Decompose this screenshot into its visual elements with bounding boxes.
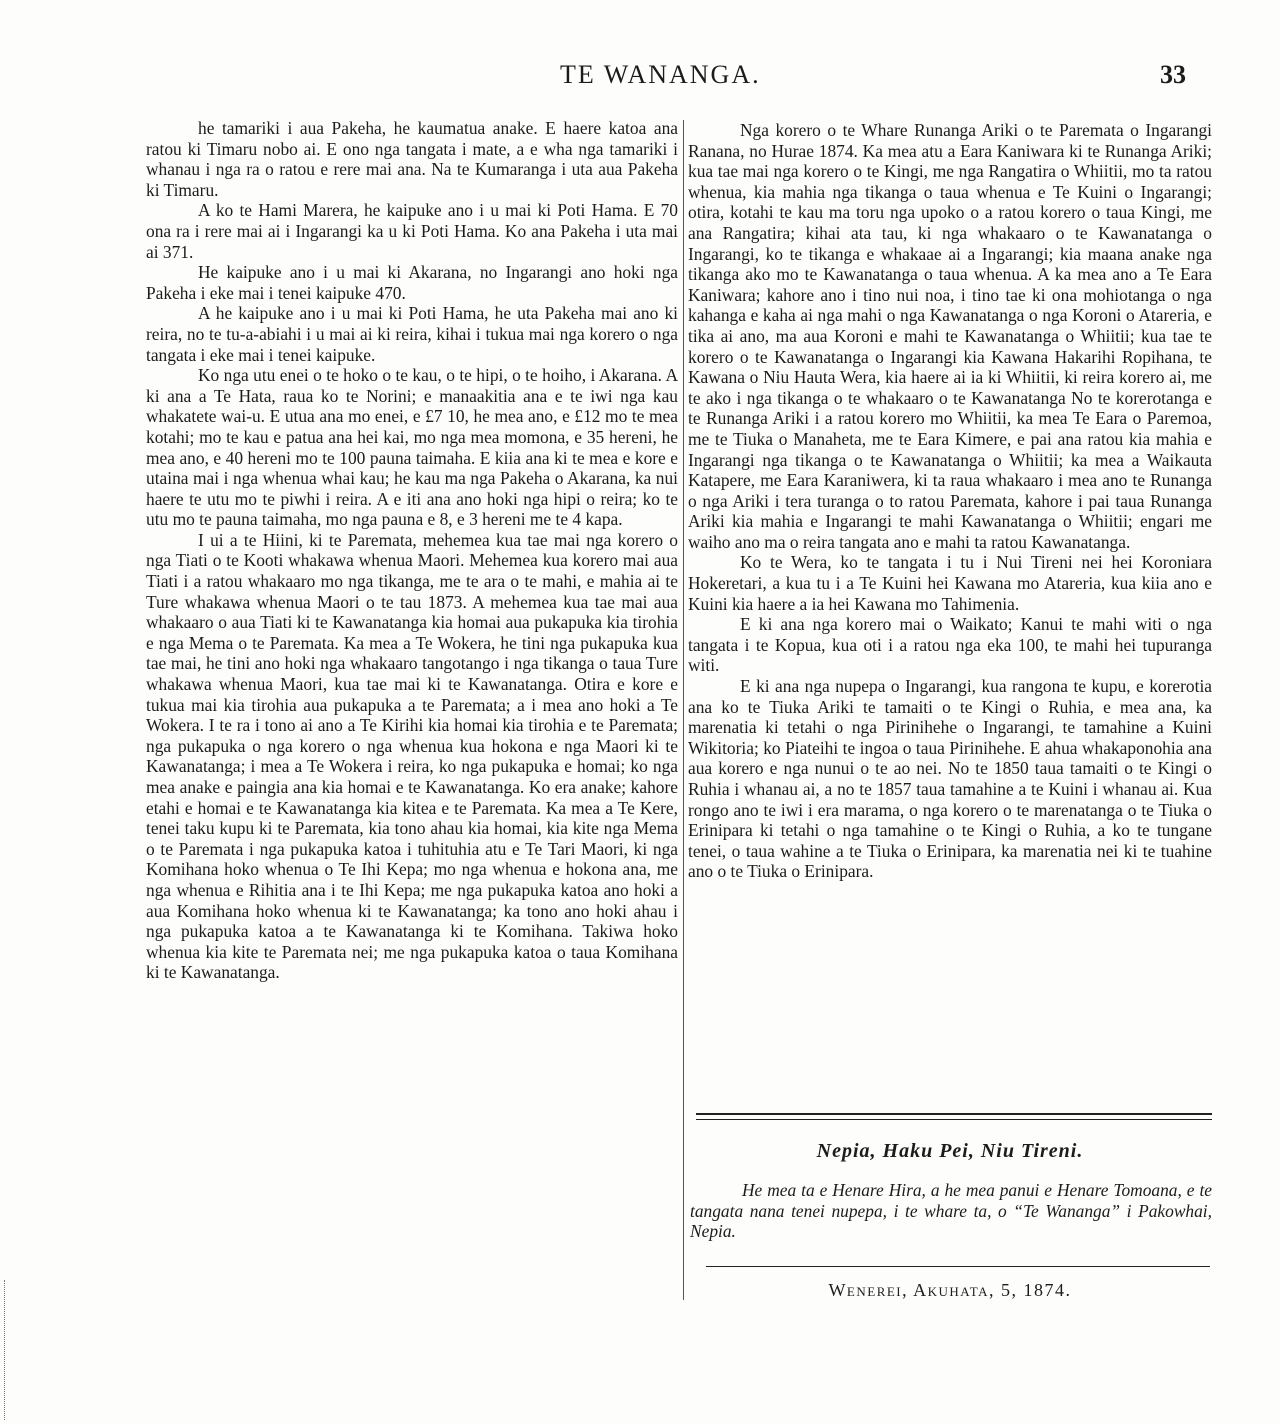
page-number: 33 [1160,60,1186,89]
imprint-divider [706,1266,1210,1267]
article-paragraph: Ko nga utu enei o te hoko o te kau, o te hipi, o te hoiho, i Akarana. A ki ana a Te Hata, raua ko te Norini; e manaakitia ana e te iwi nga kau whakatete wai-u. E utua ana mo enei, e £7 10, he mea ano, e £12 mo te mea kotahi; mo te kau e patua ana hei kai, mo nga mea momona, e 35 hereni, he mea ano, e 40 hereni mo te 100 pauna taimaha. E kiia ana ki te mea e kore e utaina mai i nga whenua whai kau; he kau ma nga Pakeha o Akarana, ka nui haere te utu mo te piwhi i reira. A e iti ana ano hoki nga hipi o reira; ko te utu mo te pauna taimaha, mo nga pauna e 8, e 3 hereni me te 4 kapa. [146,365,678,530]
article-paragraph: E ki ana nga nupepa o Ingarangi, kua rangona te kupu, e korerotia ana ko te Tiuka Ariki te tamaiti o te Kingi o Ruhia, e mea ana, ka marenatia ki tetahi o nga Pirinihehe o Ingarangi, te tamahine a Kuini Wikitoria; ko Piateihi te ingoa o taua Pirinihehe. E ahua whakaponohia ana aua korero e nga nunui o te ao nei. No te 1850 taua tamaiti o te Kingi o Ruhia i whanau ai, a no te 1857 taua tamahine a te Kuini i whanau ai. Kua rongo ano te iwi i era marama, o nga korero o te marenatanga o te Tiuka o Erinipara ki tetahi o nga tamahine o te Kingi o Ruhia, a ko te tungane tenei, o taua wahine a te Tiuka o Erinipara, ka marenatia nei ki te tuahine ano o te Tiuka o Erinipara. [688,676,1212,882]
article-paragraph: Nga korero o te Whare Runanga Ariki o te Paremata o Ingarangi Ranana, no Hurae 1874. Ka mea atu a Eara Kaniwara ki te Runanga Ariki; kua tae mai nga korero o te Kingi, me nga Rangatira o Whiitii, mo ta ratou whenua, kia mahia nga tikanga o taua whenua e Te Kuini o Ingarangi; otira, kotahi te kau ma toru nga upoko o a ratou korero o taua Kingi, me ana Rangatira; kihai ata tau, ki nga whakaaro o te Kawanatanga o Ingarangi, ko te tikanga e whakaae ai a Ingarangi; kia maana anake nga tikanga ako mo te Kawanatanga o taua whenua. A ka mea ano a Te Eara Kaniwara; kahore ano i tino nui noa, i tino tae ki ona mohiotanga o nga kahanga e kaha ai nga mahi o nga Kawanatanga o nga Koroni o Atareria, e tika ai ano, ma aua Koroni e mahi te Kawanatanga o Whiitii; kua tae te korero o te Kawanatanga o Ingarangi kia Kawana Hakarihi Ropihana, te Kawana o Niu Hauta Wera, kia haere ai ia ki Whiitii, ki reira korero ai, me te ako i nga tikanga o te whakaaro o te Kawanatanga No te korerotanga e te Runanga Ariki i a ratou korero mo Whiitii, ka mea Te Eara o Paremoa, me te Tiuka o Manaheta, me te Eara Kimere, e pai ana ratou kia mahia e Ingarangi nga tikanga o te Kawanatanga o Whiitii; ka mea a Waikauta Katapere, me Eara Karaniwera, ki ta raua whakaaro i mea ano te Runanga o nga Ariki i tera turanga o to ratou Paremata, kahore i pai taua Runanga Ariki kia mahia e Ingarangi te mahi Kawanatanga o Whiitii; engari me waiho ano ma o reira tangata ano e mahi ta ratou Kawanatanga. [688,120,1212,552]
article-paragraph: E ki ana nga korero mai o Waikato; Kanui te mahi witi o nga tangata i te Kopua, kua oti i a ratou nga eka 100, te mahi hei tupuranga witi. [688,614,1212,676]
imprint-title: Nepia, Haku Pei, Niu Tireni. [816,1140,1084,1162]
masthead-title: TE WANANGA. [560,60,761,89]
scan-edge-artifact [4,1280,23,1420]
article-paragraph: I ui a te Hiini, ki te Paremata, mehemea kua tae mai nga korero o nga Tiati o te Kooti whakawa whenua Maori. Mehemea kua korero mai aua Tiati i a ratou whakaaro mo nga tikanga, me te ara o te mahi, e mahia ai te Ture whakawa whenua Maori o te tau 1873. A mehemea kua tae mai aua whakaaro o aua Tiati ki te Kawanatanga kia homai aua pukapuka kia tirohia e nga Mema o te Paremata. Ka mea a Te Wokera, he tini nga pukapuka kua tae mai, he tini ano hoki nga whakaaro tangotango i nga tikanga o taua Ture whakawa whenua Maori, kua tae mai ki te Kawanatanga. Otira e kore e tukua mai kia tirohia aua pukapuka a te Paremata; a i mea ano hoki a Te Wokera. I te ra i tono ai ano a Te Kirihi kia homai kia tirohia e te Paremata; nga pukapuka o nga korero o nga whenua kua hokona e nga Maori ki te Kawanatanga; i mea a Te Wokera i reira, ko nga pukapuka e homai; ko nga mea anake e paingia ana kia homai e te Kawanatanga. Ko era anake; kahore etahi e homai e te Kawanatanga kia kitea e te Paremata. Ka mea a Te Kere, tenei taku kupu ki te Paremata, kia tono ahau kia homai, kia kite nga Mema o te Paremata i nga pukapuka katoa i tuhituhia atu e Te Tari Maori, ki nga Komihana hoko whenua o Te Ihi Kepa; mo nga whenua e hokona ana, me nga whenua e Rihitia ana i te Ihi Kepa; me nga pukapuka katoa ano hoki a aua Komihana hoko whenua ki te Kawanatanga; ka tono ano hoki ahau i nga pukapuka katoa a te Kawanatanga ki te Komihana. Takiwa hoko whenua kia kite te Paremata nei; me nga pukapuka katoa o taua Komihana ki te Kawanatanga. [146,529,678,983]
column-divider [683,120,684,1300]
imprint-notice [690,1180,1212,1242]
dateline [688,1280,1212,1301]
article-paragraph: he tamariki i aua Pakeha, he kaumatua anake. E haere katoa ana ratou ki Timaru nobo ai. E ono nga tangata i mate, a e wha nga tamariki i whanau i nga ra o ratou e rere mai ana. Na te Kumaranga i uta aua Pakeha ki Timaru. [146,118,678,200]
article-paragraph: A ko te Hami Marera, he kaipuke ano i u mai ki Poti Hama. E 70 ona ra i rere mai ai i Ingarangi ka u ki Poti Hama. Ko ana Pakeha i uta mai ai 371. [146,200,678,262]
left-column [146,118,678,983]
right-column [688,120,1212,882]
article-paragraph: Ko te Wera, ko te tangata i tu i Nui Tireni nei hei Koroniara Hokeretari, a kua tu i a Te Kuini hei Kawana mo Atareria, kua kiia ano e Kuini kia haere a ia hei Kawana mo Tahimenia. [688,552,1212,614]
issue-date: Wenerei, Akuhata, 5, 1874. [828,1280,1072,1300]
section-divider [696,1113,1212,1120]
article-paragraph: He kaipuke ano i u mai ki Akarana, no Ingarangi ano hoki nga Pakeha i eke mai i tenei kaipuke 470. [146,262,678,303]
imprint-text: He mea ta e Henare Hira, a he mea panui e Henare Tomoana, e te tangata nana tenei nupepa, i te whare ta, o “Te Wananga” i Pakowhai, Nepia. [690,1180,1212,1242]
article-paragraph: A he kaipuke ano i u mai ki Poti Hama, he uta Pakeha mai ano ki reira, no te tu-a-abiahi i u mai ai ki reira, kihai i tukua mai nga korero o nga tangata i eke mai i tenei kaipuke. [146,303,678,365]
